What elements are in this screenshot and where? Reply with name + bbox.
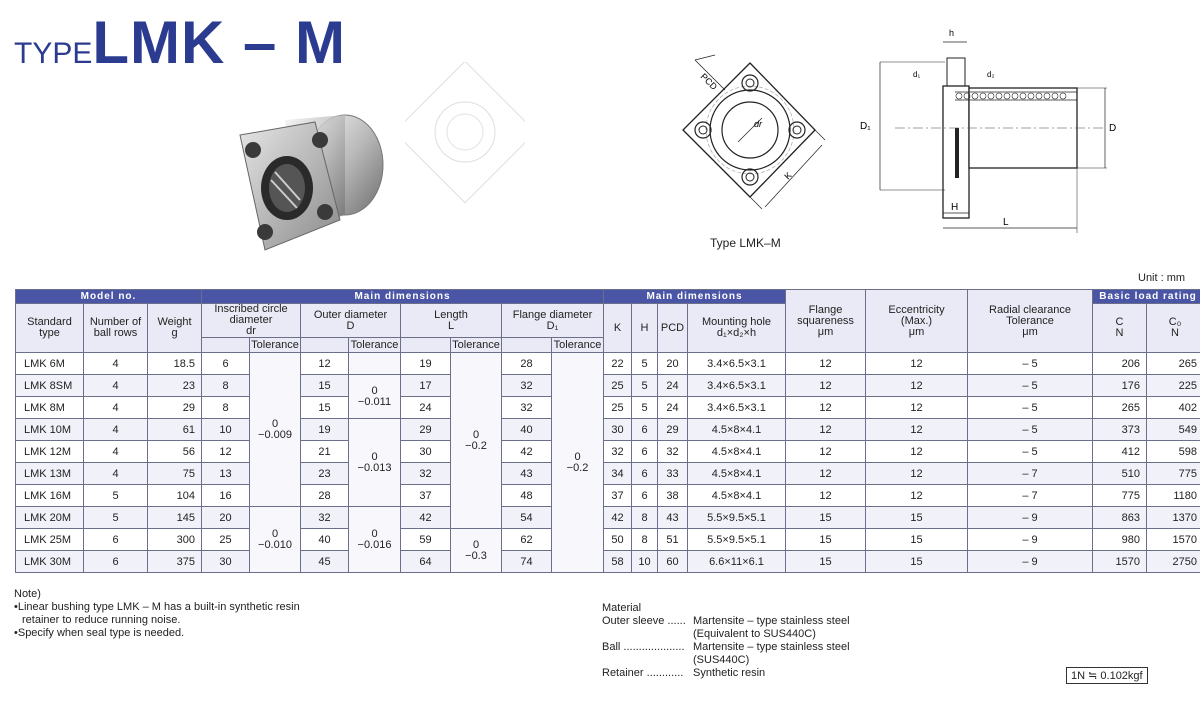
cell-dr: 8 [202,397,250,419]
cell-c0: 775 [1147,463,1200,485]
col-flange-squareness: Flange squareness μm [786,290,866,353]
cell-k: 50 [604,529,632,551]
cell-k: 34 [604,463,632,485]
cell-c0: 2750 [1147,551,1200,573]
col-dr-tolerance: Tolerance [251,339,299,351]
cell-eccentricity: 12 [866,441,968,463]
cell-c: 1570 [1093,551,1147,573]
cell-c: 980 [1093,529,1147,551]
cell-od: 23 [301,463,349,485]
cell-eccentricity: 15 [866,507,968,529]
table-row [16,441,1200,463]
cell-flange-d: 28 [502,353,552,375]
pcd-label: PCD [698,71,720,92]
cell-hole: 3.4×6.5×3.1 [688,375,786,397]
cell-clearance: – 5 [968,419,1093,441]
cell-od: 28 [301,485,349,507]
cell-length: 64 [401,551,451,573]
cell-pcd: 38 [658,485,688,507]
cell-od: 15 [301,397,349,419]
cell-model: LMK 10M [16,419,84,441]
unit-conversion-box: 1N ≒ 0.102kgf [1066,667,1148,684]
cell-flange-d: 40 [502,419,552,441]
cell-k: 37 [604,485,632,507]
cell-h: 6 [632,419,658,441]
col-len-value [401,338,451,353]
cell-k: 25 [604,397,632,419]
col-fd-tolerance: Tolerance [552,338,604,353]
cell-flange-d: 32 [502,397,552,419]
cell-model: LMK 30M [16,551,84,573]
product-photo [225,100,400,265]
cell-hole: 6.6×11×6.1 [688,551,786,573]
k-label: K [782,170,794,182]
cell-clearance: – 5 [968,375,1093,397]
cell-squareness: 15 [786,551,866,573]
tolerance-od-group-c: 0 −0.016 [349,507,401,573]
cell-c0: 1570 [1147,529,1200,551]
cell-h: 5 [632,375,658,397]
col-od-value [301,338,349,353]
cell-clearance: – 5 [968,353,1093,375]
cell-c0: 598 [1147,441,1200,463]
tolerance-od-group-a: 0 −0.011 [349,375,401,419]
cell-eccentricity: 15 [866,529,968,551]
cell-rows: 4 [84,419,148,441]
table-row [16,375,1200,397]
cell-model: LMK 25M [16,529,84,551]
cell-dr: 6 [202,353,250,375]
cell-pcd: 24 [658,375,688,397]
cell-hole: 3.4×6.5×3.1 [688,397,786,419]
cell-dr: 20 [202,507,250,529]
h-small-label: h [949,28,955,38]
background-drawing [405,62,525,212]
cell-weight: 29 [148,397,202,419]
col-c0: C₀ N [1147,304,1200,353]
material-section [602,602,863,680]
note-item: •Specify when seal type is needed. [14,627,185,639]
material-retainer-value: Synthetic resin [693,667,766,679]
cell-hole: 4.5×8×4.1 [688,485,786,507]
cell-hole: 4.5×8×4.1 [688,419,786,441]
cell-model: LMK 12M [16,441,84,463]
table-row [16,551,1200,573]
cell-pcd: 33 [658,463,688,485]
cell-flange-d: 54 [502,507,552,529]
cell-pcd: 60 [658,551,688,573]
cell-c: 373 [1093,419,1147,441]
col-inscribed-diameter: Inscribed circle diameter dr [202,304,301,338]
cell-squareness: 12 [786,353,866,375]
cell-dr: 13 [202,463,250,485]
cell-c: 863 [1093,507,1147,529]
cell-model: LMK 16M [16,485,84,507]
cell-clearance: – 9 [968,551,1093,573]
cell-clearance: – 5 [968,397,1093,419]
tolerance-dr-group-a: 0 −0.009 [250,353,301,507]
cell-h: 6 [632,485,658,507]
cell-c0: 549 [1147,419,1200,441]
cell-weight: 23 [148,375,202,397]
cell-h: 8 [632,529,658,551]
H-label: H [951,202,959,213]
cell-h: 6 [632,441,658,463]
material-ball-note: (SUS440C) [693,654,750,666]
cell-rows: 4 [84,441,148,463]
col-k: K [604,304,632,353]
col-mounting-hole: Mounting hole d₁×d₂×h [688,304,786,353]
cell-eccentricity: 12 [866,463,968,485]
tolerance-od-group-b: 0 −0.013 [349,419,401,507]
cell-rows: 6 [84,551,148,573]
cell-od: 19 [301,419,349,441]
cell-weight: 375 [148,551,202,573]
cell-hole: 4.5×8×4.1 [688,441,786,463]
cell-clearance: – 9 [968,507,1093,529]
cell-length: 42 [401,507,451,529]
material-ball-key: Ball .................... [602,641,685,653]
cell-od: 40 [301,529,349,551]
cell-weight: 75 [148,463,202,485]
cell-dr: 16 [202,485,250,507]
cell-hole: 5.5×9.5×5.1 [688,529,786,551]
cell-c: 176 [1093,375,1147,397]
cell-h: 8 [632,507,658,529]
cell-weight: 300 [148,529,202,551]
cell-length: 59 [401,529,451,551]
cell-k: 22 [604,353,632,375]
cell-hole: 5.5×9.5×5.1 [688,507,786,529]
cell-c0: 402 [1147,397,1200,419]
cell-dr: 30 [202,551,250,573]
cell-c: 510 [1093,463,1147,485]
title-prefix: TYPE [14,37,93,70]
cell-c: 265 [1093,397,1147,419]
cell-eccentricity: 12 [866,419,968,441]
notes-section [14,588,312,640]
cell-model: LMK 8M [16,397,84,419]
cell-hole: 4.5×8×4.1 [688,463,786,485]
note-item: •Linear bushing type LMK – M has a built-in synthetic resin retainer to reduce running noise. [14,601,300,626]
cell-squareness: 12 [786,397,866,419]
cell-od: 45 [301,551,349,573]
cell-h: 5 [632,353,658,375]
cell-c0: 1370 [1147,507,1200,529]
col-weight: Weight g [148,304,202,353]
front-view-drawing [670,45,840,230]
material-heading: Material [602,602,642,614]
cell-k: 25 [604,375,632,397]
cell-pcd: 32 [658,441,688,463]
cell-length: 32 [401,463,451,485]
cell-k: 42 [604,507,632,529]
D1-label: D₁ [860,121,871,132]
cell-squareness: 12 [786,419,866,441]
cell-h: 5 [632,397,658,419]
table-row [16,485,1200,507]
cell-rows: 6 [84,529,148,551]
col-c: C N [1093,304,1147,353]
cell-c0: 225 [1147,375,1200,397]
cell-k: 32 [604,441,632,463]
cell-od: 32 [301,507,349,529]
cell-rows: 4 [84,397,148,419]
band-main-1: Main dimensions [202,290,604,304]
cell-pcd: 43 [658,507,688,529]
cell-weight: 145 [148,507,202,529]
cell-h: 10 [632,551,658,573]
table-row [16,353,1200,375]
cell-c: 775 [1093,485,1147,507]
cell-c0: 1180 [1147,485,1200,507]
cell-c: 206 [1093,353,1147,375]
cell-dr: 25 [202,529,250,551]
col-standard-type: Standard type [16,304,84,353]
cell-flange-d: 62 [502,529,552,551]
band-main-2: Main dimensions [604,290,786,304]
cell-squareness: 12 [786,375,866,397]
col-dr-value [202,338,250,353]
cell-od: 15 [301,375,349,397]
tolerance-flange-group: 0 −0.2 [552,353,604,573]
cell-rows: 4 [84,375,148,397]
cell-dr: 12 [202,441,250,463]
side-view-drawing [855,28,1120,238]
d1-label: d₁ [913,70,921,79]
cell-weight: 56 [148,441,202,463]
col-h: H [632,304,658,353]
D-label: D [1109,123,1117,134]
title-model: LMK – M [92,9,347,76]
cell-od: 12 [301,353,349,375]
cell-pcd: 29 [658,419,688,441]
cell-c0: 265 [1147,353,1200,375]
cell-length: 19 [401,353,451,375]
cell-rows: 5 [84,507,148,529]
cell-length: 30 [401,441,451,463]
cell-squareness: 12 [786,441,866,463]
cell-flange-d: 32 [502,375,552,397]
cell-squareness: 12 [786,485,866,507]
cell-flange-d: 43 [502,463,552,485]
material-outer-key: Outer sleeve ...... [602,615,686,627]
cell-eccentricity: 12 [866,397,968,419]
cell-squareness: 15 [786,529,866,551]
band-model: Model no. [16,290,202,304]
col-len-tolerance: Tolerance [452,339,500,351]
cell-length: 24 [401,397,451,419]
spec-table [15,289,1200,573]
col-radial-clearance: Radial clearance Tolerance μm [968,290,1093,353]
cell-weight: 104 [148,485,202,507]
tolerance-length-group-a: 0 −0.2 [451,353,502,529]
cell-k: 58 [604,551,632,573]
cell-dr: 8 [202,375,250,397]
cell-clearance: – 7 [968,463,1093,485]
cell-weight: 18.5 [148,353,202,375]
band-load: Basic load rating [1093,290,1200,304]
cell-pcd: 51 [658,529,688,551]
d2-label: d₂ [987,70,995,79]
cell-eccentricity: 12 [866,485,968,507]
tolerance-length-group-b: 0 −0.3 [451,529,502,573]
cell-flange-d: 42 [502,441,552,463]
table-row [16,507,1200,529]
tolerance-od-blank [349,353,401,375]
table-row [16,463,1200,485]
cell-eccentricity: 12 [866,353,968,375]
material-outer-value: Martensite – type stainless steel [693,615,850,627]
col-pcd: PCD [658,304,688,353]
table-row [16,397,1200,419]
cell-length: 29 [401,419,451,441]
cell-length: 37 [401,485,451,507]
cell-h: 6 [632,463,658,485]
material-ball-value: Martensite – type stainless steel [693,641,850,653]
col-eccentricity: Eccentricity (Max.) μm [866,290,968,353]
cell-clearance: – 5 [968,441,1093,463]
table-row [16,529,1200,551]
table-row [16,419,1200,441]
cell-eccentricity: 15 [866,551,968,573]
L-label: L [1003,217,1009,228]
cell-squareness: 12 [786,463,866,485]
cell-od: 21 [301,441,349,463]
notes-heading: Note) [14,588,41,600]
col-length: Length L [401,304,502,338]
cell-weight: 61 [148,419,202,441]
cell-k: 30 [604,419,632,441]
cell-clearance: – 9 [968,529,1093,551]
unit-label: Unit : mm [1138,272,1186,284]
cell-hole: 3.4×6.5×3.1 [688,353,786,375]
col-outer-diameter: Outer diameter D [301,304,401,338]
cell-model: LMK 8SM [16,375,84,397]
cell-length: 17 [401,375,451,397]
cell-pcd: 20 [658,353,688,375]
cell-rows: 4 [84,463,148,485]
col-fd-value [502,338,552,353]
figure-caption: Type LMK–M [710,236,781,250]
cell-dr: 10 [202,419,250,441]
cell-rows: 5 [84,485,148,507]
col-ball-rows: Number of ball rows [84,304,148,353]
material-retainer-key: Retainer ............ [602,667,684,679]
cell-model: LMK 6M [16,353,84,375]
tolerance-dr-group-b: 0 −0.010 [250,507,301,573]
cell-flange-d: 48 [502,485,552,507]
cell-pcd: 24 [658,397,688,419]
cell-model: LMK 20M [16,507,84,529]
dr-label: dr [754,119,763,129]
cell-rows: 4 [84,353,148,375]
cell-model: LMK 13M [16,463,84,485]
cell-squareness: 15 [786,507,866,529]
cell-clearance: – 7 [968,485,1093,507]
cell-eccentricity: 12 [866,375,968,397]
cell-flange-d: 74 [502,551,552,573]
material-outer-note: (Equivalent to SUS440C) [693,628,816,640]
col-flange-diameter: Flange diameter D₁ [502,304,604,338]
page-title [14,8,346,77]
col-od-tolerance: Tolerance [349,338,401,353]
cell-c: 412 [1093,441,1147,463]
